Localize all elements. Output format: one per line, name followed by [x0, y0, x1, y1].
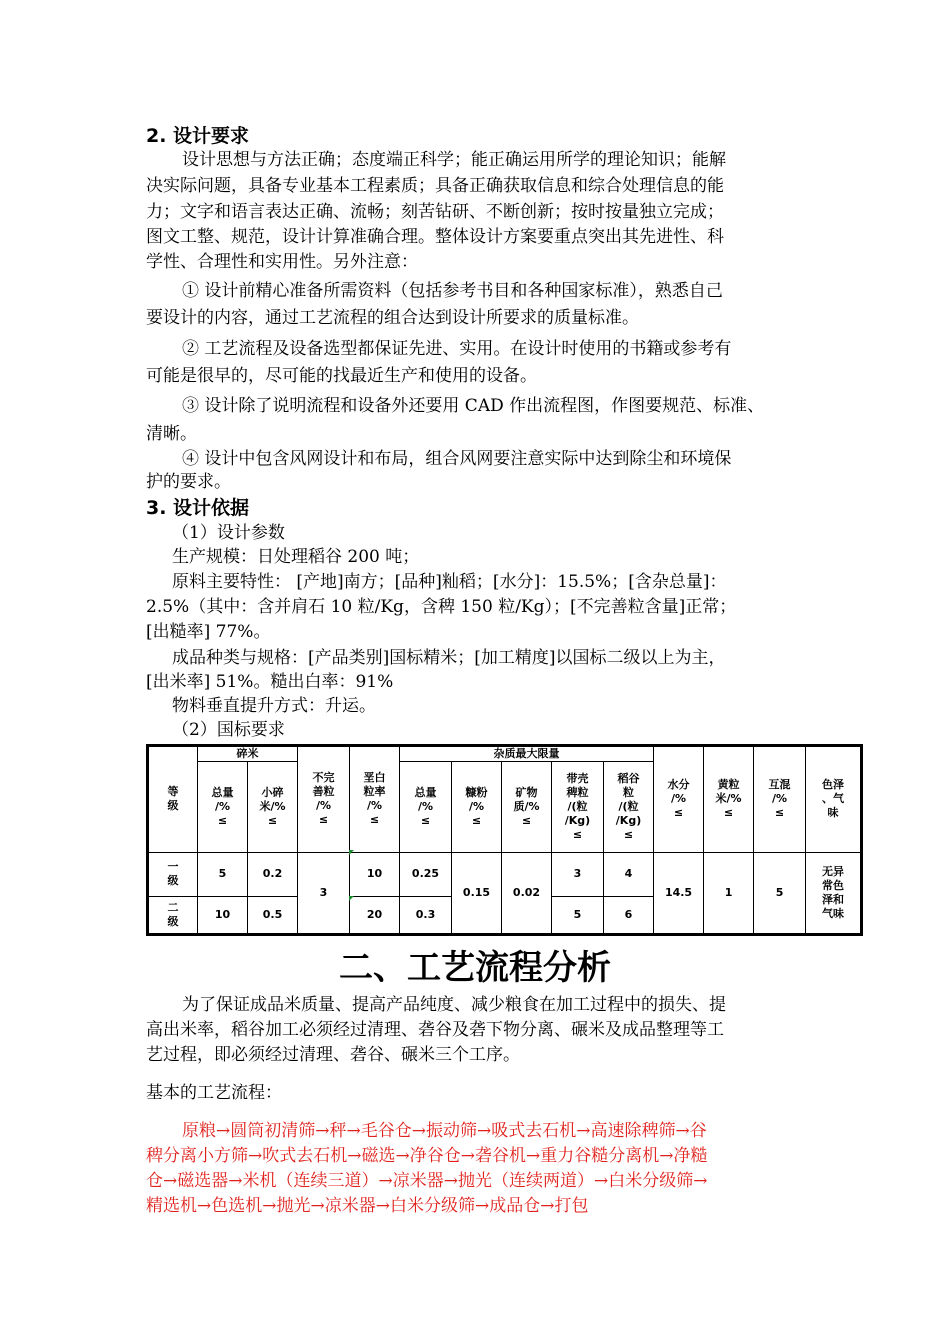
header-yellow-grain: 黄粒 米/% ≤ — [704, 746, 754, 853]
cell-corner-marker — [349, 896, 354, 901]
header-bran-powder: 糠粉 /% ≤ — [452, 762, 502, 852]
note-item-3-cont: 清晰。 — [146, 424, 197, 444]
cell-broken-total: 5 — [198, 852, 248, 896]
raw-material-line: 2.5%（其中：含并肩石 10 粒/Kg，含稗 150 粒/Kg）；[不完善粒含量]正常； — [146, 597, 737, 617]
row-grade-2: 二 级 — [148, 896, 198, 934]
header-husked-barnyard: 带壳 稗粒 /(粒 /Kg) ≤ — [552, 762, 604, 852]
cell-moisture: 14.5 — [654, 852, 704, 934]
header-moisture: 水分 /% ≤ — [654, 746, 704, 853]
note-item-1-cont: 要设计的内容，通过工艺流程的组合达到设计所要求的质量标准。 — [146, 308, 639, 328]
cell-chalky-rate: 20 — [350, 896, 400, 934]
cell-paddy-grain: 6 — [604, 896, 654, 934]
cell-paddy-grain: 4 — [604, 852, 654, 896]
header-grade: 等 级 — [148, 746, 198, 853]
chapter-para-line: 为了保证成品米质量、提高产品纯度、减少粮食在加工过程中的损失、提 — [182, 995, 726, 1015]
header-paddy-grain: 稻谷 粒 /(粒 /Kg) ≤ — [604, 762, 654, 852]
product-spec-line: [出米率] 51%。糙出白率：91% — [146, 672, 394, 692]
product-spec-line: 成品种类与规格：[产品类别]国标精米；[加工精度]以国标二级以上为主， — [172, 648, 726, 668]
note-item-1: ① 设计前精心准备所需资料（包括参考书目和各种国家标准），熟悉自己 — [182, 281, 723, 301]
section-2-heading: 2. 设计要求 — [146, 125, 250, 147]
process-flow-line: 仓→磁选器→米机（连续三道）→凉米器→抛光（连续两道）→白米分级筛→ — [146, 1171, 708, 1191]
section-2-para-line: 力；文字和语言表达正确、流畅；刻苦钻研、不断创新；按时按量独立完成； — [146, 202, 724, 222]
cell-small-broken: 0.2 — [248, 852, 298, 896]
note-item-2: ② 工艺流程及设备选型都保证先进、实用。在设计时使用的书籍或参考有 — [182, 339, 732, 359]
header-impurity-limit: 杂质最大限量 — [400, 746, 654, 762]
design-params-subheading: （1）设计参数 — [172, 523, 285, 543]
chapter-para-line: 高出米率，稻谷加工必须经过清理、砻谷及砻下物分离、碾米及成品整理等工 — [146, 1020, 724, 1040]
cell-small-broken: 0.5 — [248, 896, 298, 934]
note-item-4: ④ 设计中包含风网设计和布局，组合风网要注意实际中达到除尘和环境保 — [182, 449, 732, 469]
raw-material-line: [出糙率] 77%。 — [146, 622, 271, 642]
cell-bran-powder: 0.15 — [452, 852, 502, 934]
national-standard-table — [146, 744, 863, 936]
cell-impurity-total: 0.25 — [400, 852, 452, 896]
row-grade-1: 一 级 — [148, 852, 198, 896]
cell-color-odor: 无异 常色 泽和 气味 — [806, 852, 862, 934]
section-2-para-line: 学性、合理性和实用性。另外注意： — [146, 252, 418, 272]
header-mineral: 矿物 质/% ≤ — [502, 762, 552, 852]
header-imperfect-grain: 不完 善粒 /% ≤ — [298, 746, 350, 853]
chapter-para-line: 艺过程，即必须经过清理、砻谷、碾米三个工序。 — [146, 1045, 520, 1065]
process-flow-line: 稗分离小方筛→吹式去石机→磁选→净谷仓→砻谷机→重力谷糙分离机→净糙 — [146, 1146, 708, 1166]
header-small-broken: 小碎 米/% ≤ — [248, 762, 298, 852]
header-broken-total: 总量 /% ≤ — [198, 762, 248, 852]
cell-chalky-rate: 10 — [350, 852, 400, 896]
lift-method: 物料垂直提升方式：升运。 — [172, 696, 376, 716]
cell-imperfect-grain: 3 — [298, 852, 350, 934]
production-scale: 生产规模：日处理稻谷 200 吨； — [172, 547, 420, 567]
cell-yellow-grain: 1 — [704, 852, 754, 934]
header-impurity-total: 总量 /% ≤ — [400, 762, 452, 852]
basic-flow-label: 基本的工艺流程： — [146, 1083, 282, 1103]
cell-corner-marker — [349, 850, 354, 855]
cell-mineral: 0.02 — [502, 852, 552, 934]
cell-husked-barnyard: 3 — [552, 852, 604, 896]
note-item-3: ③ 设计除了说明流程和设备外还要用 CAD 作出流程图，作图要规范、标准、 — [182, 396, 765, 416]
process-flow-line: 原粮→圆筒初清筛→秤→毛谷仓→振动筛→吸式去石机→高速除稗筛→谷 — [182, 1121, 707, 1141]
header-chalky-rate: 垩白 粒率 /% ≤ — [350, 746, 400, 853]
note-item-4-cont: 护的要求。 — [146, 472, 231, 492]
section-3-heading: 3. 设计依据 — [146, 497, 250, 519]
cell-broken-total: 10 — [198, 896, 248, 934]
process-flow-line: 精选机→色选机→抛光→凉米器→白米分级筛→成品仓→打包 — [146, 1196, 589, 1216]
cell-mixed-grain: 5 — [754, 852, 806, 934]
cell-impurity-total: 0.3 — [400, 896, 452, 934]
national-standard-subheading: （2）国标要求 — [172, 720, 285, 740]
chapter-title: 二、工艺流程分析 — [339, 948, 611, 988]
note-item-2-cont: 可能是很早的，尽可能的找最近生产和使用的设备。 — [146, 366, 537, 386]
cell-husked-barnyard: 5 — [552, 896, 604, 934]
header-mixed-grain: 互混 /% ≤ — [754, 746, 806, 853]
section-2-para-line: 设计思想与方法正确；态度端正科学；能正确运用所学的理论知识；能解 — [182, 150, 726, 170]
section-2-para-line: 决实际问题，具备专业基本工程素质；具备正确获取信息和综合处理信息的能 — [146, 176, 724, 196]
header-color-odor: 色泽 、气 味 — [806, 746, 862, 853]
header-broken-rice: 碎米 — [198, 746, 298, 762]
raw-material-line: 原料主要特性： [产地]南方；[品种]籼稻；[水分]：15.5%；[含杂总量]： — [172, 572, 727, 592]
section-2-para-line: 图文工整、规范，设计计算准确合理。整体设计方案要重点突出其先进性、科 — [146, 227, 724, 247]
